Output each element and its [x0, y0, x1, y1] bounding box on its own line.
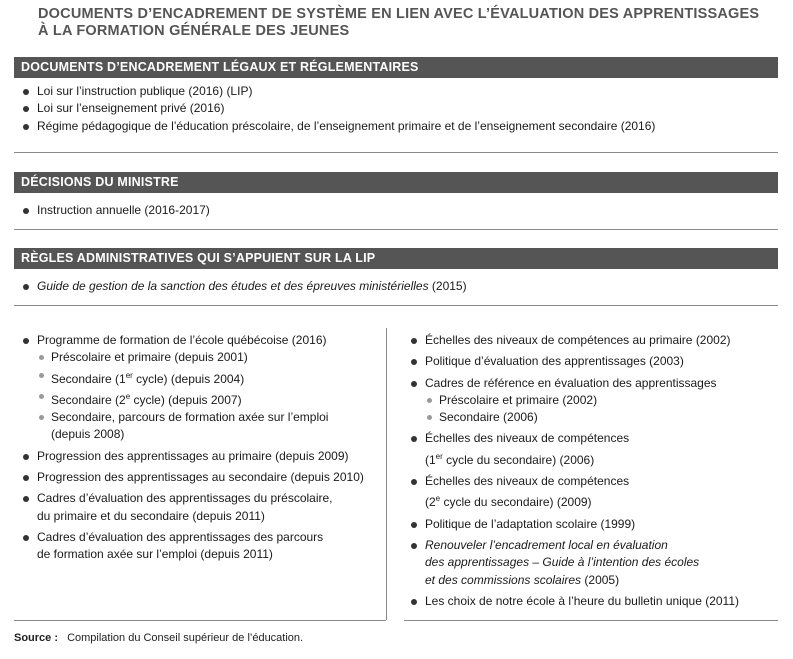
- list-item: Les choix de notre école à l’heure du bulletin unique (2011): [409, 593, 779, 610]
- column-divider: [386, 328, 387, 620]
- legal-list: [21, 83, 771, 135]
- section-header-rules: RÈGLES ADMINISTRATIVES QUI S’APPUIENT SUR LA LIP: [14, 248, 778, 269]
- list-item: Politique de l’adaptation scolaire (1999): [409, 516, 779, 533]
- divider: [14, 229, 778, 230]
- sub-item: Secondaire, parcours de formation axée sur l’emploi (depuis 2008): [37, 409, 391, 444]
- list-item: Cadres d’évaluation des apprentissages du préscolaire, du primaire et du secondaire (depuis 2011): [21, 490, 391, 525]
- list-item: Échelles des niveaux de compétences (2e cycle du secondaire) (2009): [409, 473, 779, 512]
- source-note: [14, 632, 303, 644]
- divider-right: [404, 620, 778, 621]
- list-item: Progression des apprentissages au primaire (depuis 2009): [21, 448, 391, 465]
- sub-item: Préscolaire et primaire (2002): [425, 392, 779, 409]
- sub-item: Secondaire (2006): [425, 409, 779, 426]
- right-column-list: [409, 332, 779, 610]
- list-item: Loi sur l’enseignement privé (2016): [21, 100, 771, 117]
- left-column-list: [21, 332, 391, 564]
- list-item: [21, 332, 391, 444]
- page-title: [38, 6, 778, 40]
- list-item: Renouveler l’encadrement local en évaluation des apprentissages – Guide à l’intention des écoles et des commissions scolaires (2005): [409, 537, 779, 589]
- source-label: Source :: [14, 632, 59, 644]
- list-item: Instruction annuelle (2016-2017): [21, 202, 771, 219]
- list-item: Échelles des niveaux de compétences (1er cycle du secondaire) (2006): [409, 430, 779, 469]
- programme-label: Programme de formation de l’école québécoise (2016): [37, 333, 327, 347]
- divider: [14, 305, 778, 306]
- programme-sublist: [37, 349, 391, 443]
- divider: [14, 152, 778, 153]
- rules-list: [21, 278, 771, 295]
- source-text: Compilation du Conseil supérieur de l’éducation.: [67, 632, 304, 644]
- decisions-list: [21, 202, 771, 219]
- list-item: Politique d’évaluation des apprentissages (2003): [409, 353, 779, 370]
- divider-left: [14, 620, 386, 621]
- list-item: Régime pédagogique de l’éducation préscolaire, de l’enseignement primaire et de l’enseignement secondaire (2016): [21, 118, 771, 135]
- list-item: [21, 278, 771, 295]
- sub-item: Secondaire (2e cycle) (depuis 2007): [37, 388, 391, 409]
- guide-title: Guide de gestion de la sanction des études et des épreuves ministérielles: [37, 279, 429, 293]
- list-item: Progression des apprentissages au secondaire (depuis 2010): [21, 469, 391, 486]
- list-item: Loi sur l’instruction publique (2016) (LIP): [21, 83, 771, 100]
- title-line-1: DOCUMENTS D’ENCADREMENT DE SYSTÈME EN LIEN AVEC L’ÉVALUATION DES APPRENTISSAGES: [38, 6, 760, 22]
- guide-year: (2015): [428, 279, 467, 293]
- section-header-legal: DOCUMENTS D’ENCADREMENT LÉGAUX ET RÉGLEMENTAIRES: [14, 57, 778, 78]
- title-line-2: À LA FORMATION GÉNÉRALE DES JEUNES: [38, 23, 350, 39]
- cadres-ref-sublist: [425, 392, 779, 427]
- sub-item: Préscolaire et primaire (depuis 2001): [37, 349, 391, 366]
- sub-item: Secondaire (1er cycle) (depuis 2004): [37, 367, 391, 388]
- section-header-decisions: DÉCISIONS DU MINISTRE: [14, 172, 778, 193]
- list-item: Cadres de référence en évaluation des apprentissages Préscolaire et primaire (2002) Secondaire (2006): [409, 375, 779, 427]
- list-item: Échelles des niveaux de compétences au primaire (2002): [409, 332, 779, 349]
- list-item: Cadres d’évaluation des apprentissages des parcours de formation axée sur l’emploi (depuis 2011): [21, 529, 391, 564]
